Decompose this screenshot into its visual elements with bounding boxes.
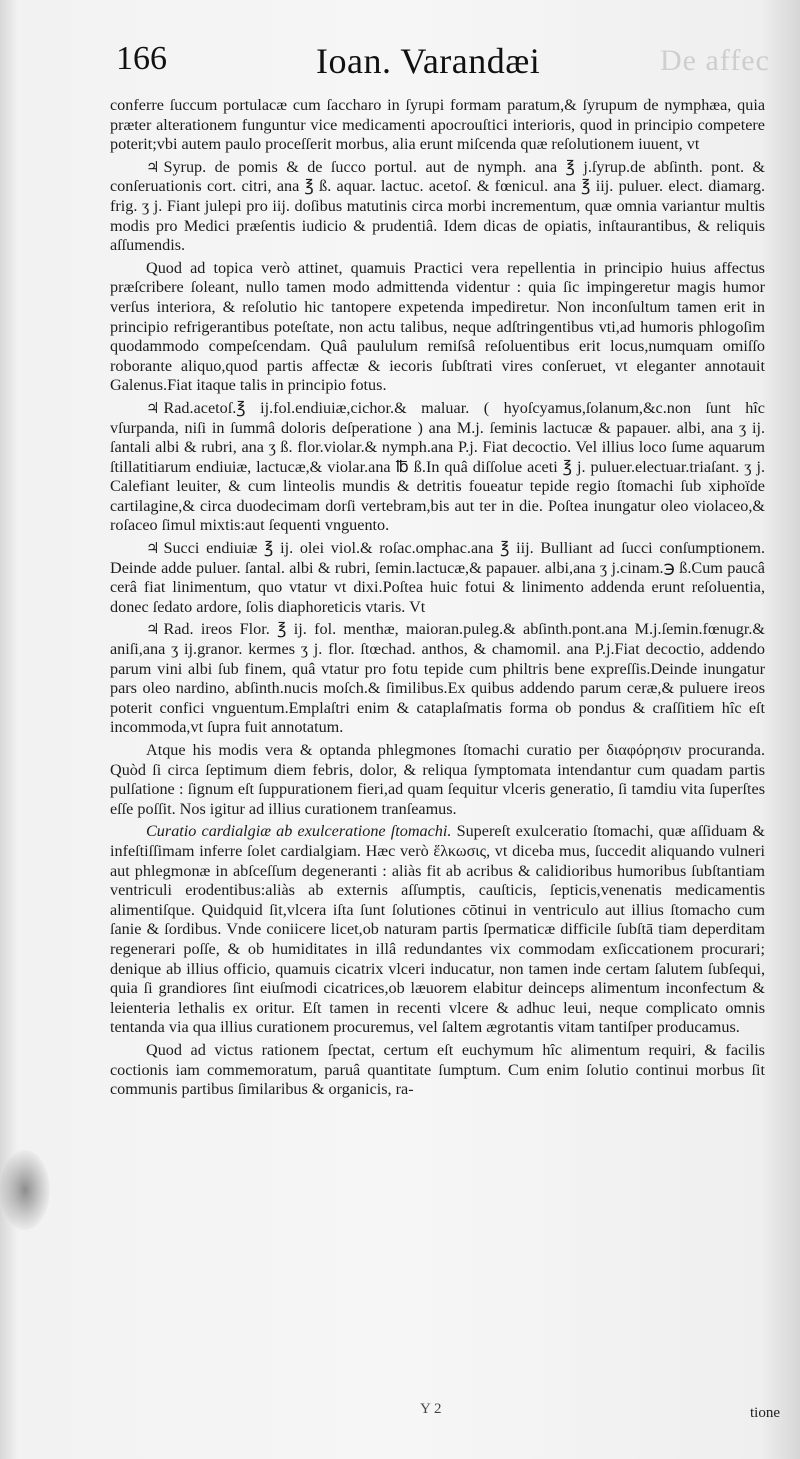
running-head: Ioan. Varandæi	[316, 41, 541, 81]
paragraph-text: Quod ad topica verò attinet, quamuis Practici vera repellentia in principio huius affectus præſcribere ſoleant, nullo tamen modo admittenda videntur : quia ſic impingeretur magis humor verſus interiora, & reſolutio hic tantopere expetenda impediretur. Non inconſultum tamen erit in principio refrigerantibus poteſtate, non actu talibus, neque adſtringentibus vti,ad humoris phlogoſim quodammodo compeſcendam. Quâ paululum remiſsâ reſoluentibus erit locus,numquam omiſſo roborante aliquo,quod partis affectæ & iecoris ſubſtrati vires conſeruet, vt eleganter annotauit Galenus.Fiat itaque talis in principio fotus.	[110, 258, 765, 395]
paragraph-text: Atque his modis vera & optanda phlegmones ſtomachi curatio per διαφόρησιν procuranda. Quòd ſi circa ſeptimum diem febris, dolor, & reliqua ſymptomata intendantur cum quadam partis pulſatione : ſignum eſt ſuppurationem fieri,ad quam ſequitur vlceris generatio, ſi tamdiu vita ſuperſtes eſſe poſſit. Nos igitur ad illius curationem tranſeamus.	[110, 741, 765, 818]
paragraph-text: Quod ad victus rationem ſpectat, certum eſt euchymum hîc alimentum requiri, & facilis coctionis iam commemoratum, paruâ quantitate ſumptum. Cum enim ſolutio continui morbus ſit communis partibus ſimilaribus & organicis, ra-	[110, 1040, 765, 1099]
jupiter-recipe-icon: ♃	[146, 620, 160, 639]
recipe-syrup	[110, 158, 765, 256]
paragraph-text: Rad. ireos Flor. ℥ ij. fol. menthæ, maioran.puleg.& abſinth.pont.ana M.j.ſemin.fœnugr.& aniſi,ana ʒ ij.granor. kermes ʒ j. flor. ſtœchad. anthos, & chamomil. ana P.j.Fiat decoctio, addendo parum vini albi ſub finem, quâ vtatur pro fotu tepide cum philtris bene expreſſis.Deinde inungatur pars oleo nardino, abſinth.nucis moſch.& ſimilibus.Ex quibus addendo parum ceræ,& puluere ireos poterit confici vnguentum.Emplaſtri enim & cataplaſmatis forma ob pondus & craſſitiem hîc eſt incommoda,vt ſupra fuit annotatum.	[110, 620, 765, 737]
signature-mark: Y 2	[420, 1401, 442, 1417]
paragraph-victus	[110, 1041, 765, 1100]
recipe-ireos	[110, 620, 765, 738]
jupiter-recipe-icon: ♃	[146, 157, 160, 176]
section-cardialgia	[110, 822, 765, 1038]
ink-blot	[0, 1150, 50, 1230]
jupiter-recipe-icon: ♃	[146, 398, 160, 417]
paragraph-text: Succi endiuiæ ℥ ij. olei viol.& roſac.omphac.ana ℥ iij. Bulliant ad ſucci conſumptionem. Deinde adde puluer. ſantal. albi & rubri, ſemin.lactucæ,& papauer. albi,ana ʒ j.cinam.℈ ß.Cum paucâ cerâ fiat linimentum, quo vtatur vt dixi.Poſtea huic fotui & linimento addenda erunt reſoluentia, donec ſedato ardore, ſolis diaphoreticis vtaris. Vt	[110, 539, 765, 616]
paragraph-continuation	[110, 96, 765, 155]
paragraph-text: Rad.acetoſ.℥ ij.fol.endiuiæ,cichor.& maluar. ( hyoſcyamus,ſolanum,&c.non ſunt hîc vſurpanda, niſi in ſummâ doloris deſperatione ) ana M.j. ſeminis lactucæ & papauer. albi, ana ʒ ij. ſantali albi & rubri, ana ʒ ß. flor.violar.& nymph.ana P.j. Fiat decoctio. Vel illius loco ſume aquarum ſtillatitiarum endiuiæ, lactucæ,& violar.ana ℔ ß.In quâ diſſolue aceti ℥ j. puluer.electuar.triaſant. ʒ j. Calefiant leuiter, & cum linteolis mundis & detritis foueatur tepide regio ſtomachi ſub xiphoïde cartilagine,& circa duodecimam dorſi vertebram,bis aut ter in die. Poſtea inungatur oleo violaceo,& roſaceo ſimul mixtis:aut ſequenti vnguento.	[110, 398, 765, 535]
page-footer	[110, 1401, 780, 1441]
paragraph-text: conferre ſuccum portulacæ cum ſaccharo in ſyrupi formam paratum,& ſyrupum de nymphæa, quia præter alterationem funguntur vice medicamenti apocrouſtici interioris, quod in principio competere poterit;vbi autem paulo proceſſerit morbus, alia erunt miſcenda quæ reſolutionem iuuent, vt	[110, 96, 765, 154]
page-number: 166	[116, 40, 167, 77]
bleed-through-text: De affec	[660, 44, 770, 77]
paragraph-text: Supereſt exulceratio ſtomachi, quæ aſſiduam & infeſtiſſimam inferre ſolet cardialgiam. Hæc verò ἕλκωσις, vt diceba mus, ſuccedit aliquando vulneri aut phlegmonæ in abſceſſum degeneranti : aliàs fit ab acribus & calidioribus humoribus ſubſtantiam ventriculi erodentibus:aliàs ab externis aſſumptis, cauſticis, ſepticis,venenatis medicamentis alimentiſque. Quidquid ſit,vlcera iſta ſunt ſolutiones cōtinui in ventriculo aut illius ſtomacho cum ſanie & ſordibus. Vnde coniicere licet,ob naturam partis ſpermaticæ difficile ſubſtā tiam deperditam regenerari poſſe, & ob humiditates in illâ redundantes vix commodam exſiccationem procurari; denique ab illius officio, quamuis cicatrix vlceri inducatur, non tamen inde certam ſalutem ſubſequi, quia ſi grandiores ſint eiuſmodi cicatrices,ob læuorem elabitur deinceps alimentum inconfectum & leienteria lethalis ex oritur. Eſt tamen in recenti vlcere & adhuc leui, neque complicato omnis tentanda via qua illius curationem procuremus, vel ſaltem ægrotantis vitam tantiſper producamus.	[110, 822, 765, 1037]
section-heading: Curatio cardialgiæ ab exulceratione ſtomachi.	[146, 822, 452, 841]
page-header	[116, 40, 776, 90]
recipe-fotus	[110, 399, 765, 536]
paragraph-curatio-phlegmones	[110, 741, 765, 819]
paragraph-text: Syrup. de pomis & de ſucco portul. aut de nymph. ana ℥ j.ſyrup.de abſinth. pont. & conſeruationis cort. citri, ana ℥ ß. aquar. lactuc. acetoſ. & fœnicul. ana ℥ iij. puluer. elect. diamarg. frig. ʒ j. Fiant julepi pro iij. doſibus matutinis circa morbi incrementum, quæ omnia variantur multis modis pro Medici præſentis iudicio & prudentiâ. Idem dicas de opiatis, inſtaurantibus, & reliquis aſſumendis.	[110, 157, 765, 255]
paragraph-topica	[110, 259, 765, 396]
catchword: tione	[750, 1405, 780, 1421]
jupiter-recipe-icon: ♃	[146, 539, 160, 558]
body-text	[110, 96, 765, 1103]
recipe-linimentum	[110, 539, 765, 617]
